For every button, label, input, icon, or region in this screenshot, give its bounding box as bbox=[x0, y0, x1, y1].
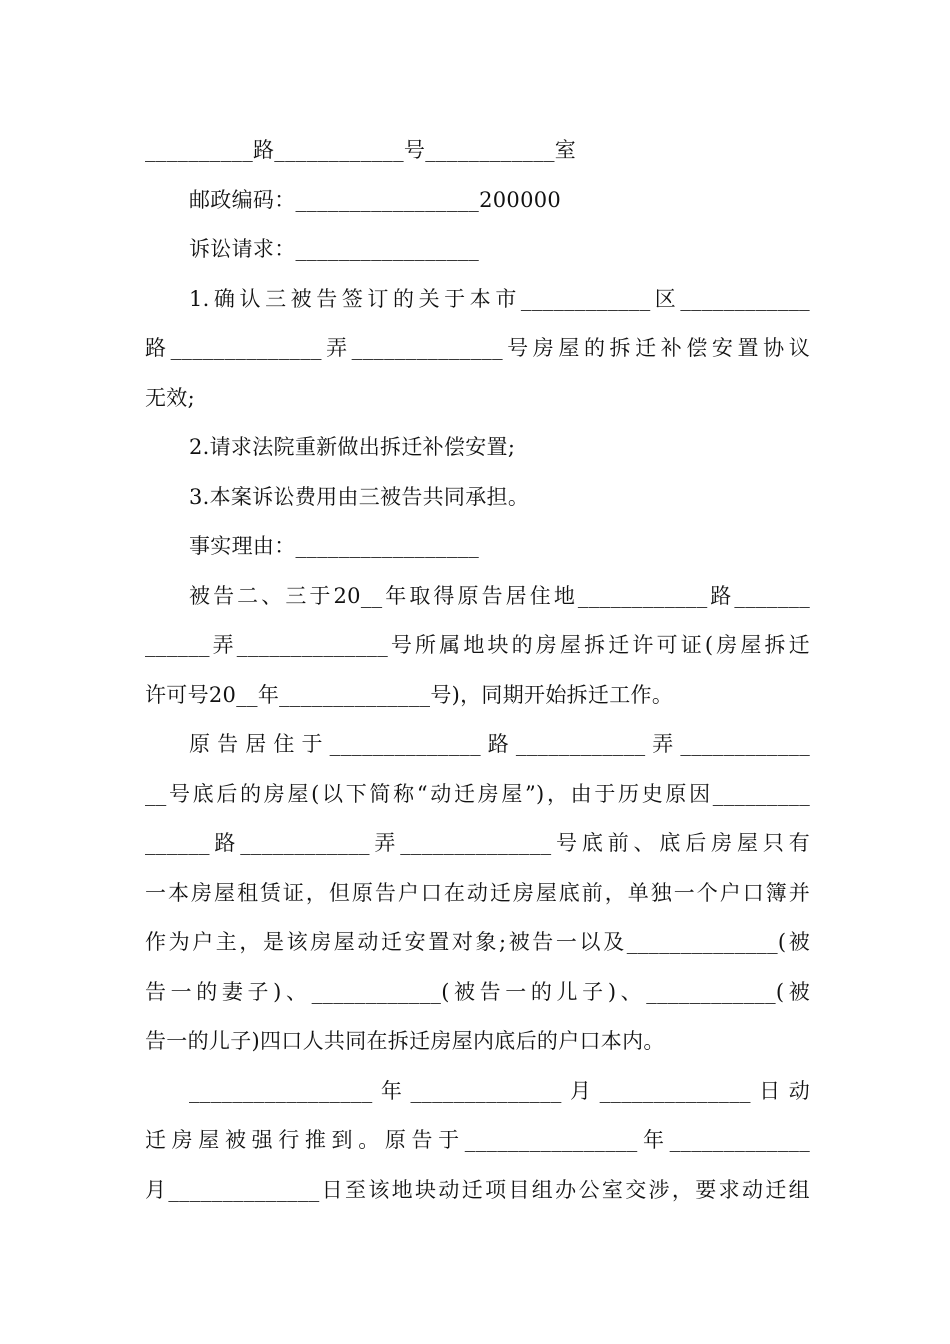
facts-para-2-line-1: 原告居住于______________路____________弄____________ bbox=[189, 732, 810, 756]
claim-2: 2.请求法院重新做出拆迁补偿安置; bbox=[189, 435, 516, 459]
claim-1-line-1: 1.确认三被告签订的关于本市____________区____________ bbox=[189, 286, 810, 311]
claim-1-line-3: 无效; bbox=[145, 385, 195, 410]
facts-para-2-line-2: __号底后的房屋(以下简称“动迁房屋”)，由于历史原因_________ bbox=[145, 781, 810, 806]
claim-1-line-2: 路______________弄______________号房屋的拆迁补偿安置协议 bbox=[145, 336, 810, 360]
facts-para-2-line-3: ______路____________弄______________号底前、底后房屋只有 bbox=[145, 831, 810, 855]
facts-para-3-line-2: 迁房屋被强行推到。原告于________________年_____________ bbox=[145, 1128, 810, 1152]
facts-para-2-line-7: 告一的儿子)四口人共同在拆迁房屋内底后的户口本内。 bbox=[145, 1029, 665, 1053]
document-body bbox=[145, 126, 810, 1215]
claim-3: 3.本案诉讼费用由三被告共同承担。 bbox=[189, 484, 530, 509]
facts-para-3-line-1: _________________年______________月______________日动 bbox=[189, 1078, 810, 1103]
facts-para-2-line-4: 一本房屋租赁证，但原告户口在动迁房屋底前，单独一个户口簿并 bbox=[145, 880, 810, 905]
facts-para-1-line-2: ______弄______________号所属地块的房屋拆迁许可证(房屋拆迁 bbox=[145, 633, 810, 657]
facts-para-2-line-6: 告一的妻子)、____________(被告一的儿子)、____________(被 bbox=[145, 979, 810, 1004]
facts-para-3-line-3: 月______________日至该地块动迁项目组办公室交涉，要求动迁组 bbox=[145, 1177, 810, 1202]
facts-para-1-line-1: 被告二、三于20__年取得原告居住地____________路_______ bbox=[189, 583, 810, 608]
postal-code-line: 邮政编码：_________________200000 bbox=[189, 187, 562, 212]
facts-para-1-line-3: 许可号20__年______________号)，同期开始拆迁工作。 bbox=[145, 682, 674, 707]
address-line: __________路____________号____________室 bbox=[145, 138, 577, 162]
facts-para-2-line-5: 作为户主，是该房屋动迁安置对象;被告一以及______________(被 bbox=[145, 930, 810, 954]
claims-heading: 诉讼请求：_________________ bbox=[189, 237, 480, 261]
facts-heading: 事实理由：_________________ bbox=[189, 534, 480, 558]
